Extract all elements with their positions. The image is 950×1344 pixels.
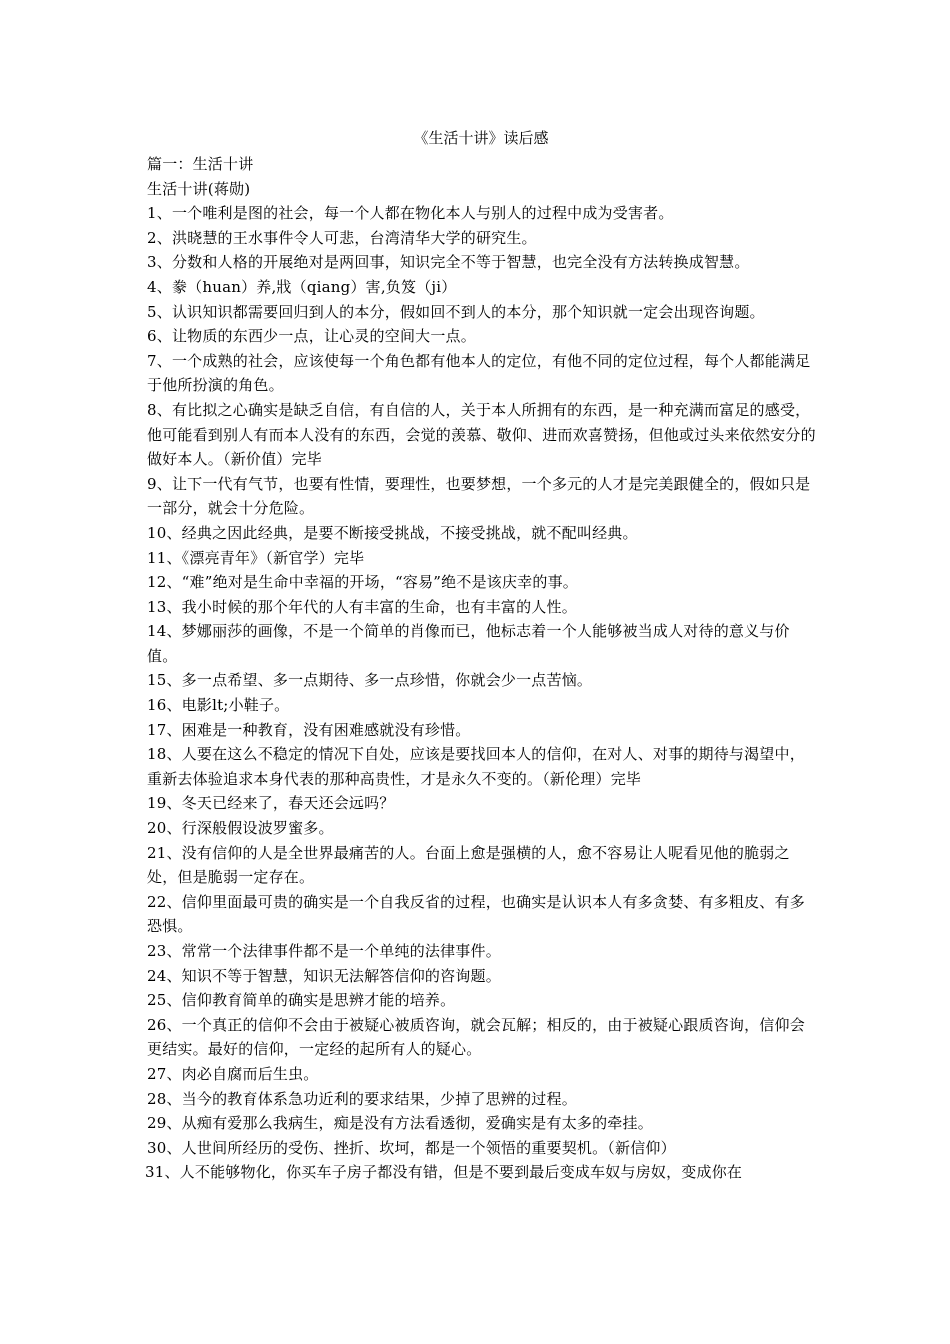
paragraph: 22、信仰里面最可贵的确实是一个自我反省的过程，也确实是认识本人有多贪婪、有多粗皮、有多恐惧。 xyxy=(147,892,805,936)
paragraph: 1、一个唯利是图的社会，每一个人都在物化本人与别人的过程中成为受害者。 xyxy=(147,204,674,223)
paragraph: 3、分数和人格的开展绝对是两回事，知识完全不等于智慧，也完全没有方法转换成智慧。 xyxy=(147,253,750,272)
paragraph: 7、一个成熟的社会，应该使每一个角色都有他本人的定位，有他不同的定位过程，每个人都能满足于他所扮演的角色。 xyxy=(147,351,811,395)
paragraph: 19、冬天已经来了，春天还会远吗？ xyxy=(147,794,395,813)
paragraph: 16、电影lt;小鞋子。 xyxy=(147,696,290,715)
paragraph: 31、人不能够物化，你买车子房子都没有错，但是不要到最后变成车奴与房奴，变成你在 xyxy=(145,1163,743,1182)
paragraph: 5、认识知识都需要回归到人的本分，假如回不到人的本分，那个知识就一定会出现咨询题。 xyxy=(147,302,765,321)
paragraph: 9、让下一代有气节，也要有性情，要理性，也要梦想，一个多元的人才是完美跟健全的，假如只是一部分，就会十分危险。 xyxy=(147,474,811,518)
paragraph: 30、人世间所经历的受伤、挫折、坎坷，都是一个领悟的重要契机。（新信仰） xyxy=(147,1138,676,1157)
document-title: 《生活十讲》读后感 xyxy=(413,129,549,147)
paragraph: 25、信仰教育简单的确实是思辨才能的培养。 xyxy=(147,991,456,1010)
paragraph: 6、让物质的东西少一点，让心灵的空间大一点。 xyxy=(147,327,476,346)
paragraph: 20、行深般假设波罗蜜多。 xyxy=(147,819,334,838)
paragraph: 24、知识不等于智慧，知识无法解答信仰的咨询题。 xyxy=(147,966,501,985)
paragraph: 生活十讲(蒋勋) xyxy=(147,179,251,198)
paragraph: 29、从痴有爱那么我病生，痴是没有方法看透彻，爱确实是有太多的牵挂。 xyxy=(147,1114,653,1133)
paragraph: 11、《漂亮青年》（新官学）完毕 xyxy=(147,548,365,567)
paragraph: 27、肉必自腐而后生虫。 xyxy=(147,1064,319,1083)
document-page xyxy=(145,126,817,1185)
paragraph: 8、有比拟之心确实是缺乏自信，有自信的人，关于本人所拥有的东西，是一种充满而富足的感受，他可能看到别人有而本人没有的东西，会觉的羡慕、敬仰、进而欢喜赞扬，但他或过头来依然安分的做好本人。（新价值）完毕 xyxy=(147,400,816,469)
paragraph: 13、我小时候的那个年代的人有丰富的生命，也有丰富的人性。 xyxy=(147,597,577,616)
paragraph: 4、豢（huan）养,戕（qiang）害,负笈（ji） xyxy=(147,277,457,296)
document-body xyxy=(145,152,817,1185)
paragraph: 2、洪晓慧的王水事件令人可悲，台湾清华大学的研究生。 xyxy=(147,228,537,247)
paragraph: 17、困难是一种教育，没有困难感就没有珍惜。 xyxy=(147,720,471,739)
paragraph: 18、人要在这么不稳定的情况下自处，应该是要找回本人的信仰，在对人、对事的期待与渴望中，重新去体验追求本身代表的那种高贵性，才是永久不变的。（新伦理）完毕 xyxy=(147,745,805,788)
paragraph: 10、经典之因此经典，是要不断接受挑战，不接受挑战，就不配叫经典。 xyxy=(147,523,638,542)
paragraph: 14、梦娜丽莎的画像，不是一个简单的肖像而已，他标志着一个人能够被当成人对待的意义与价值。 xyxy=(147,622,790,665)
paragraph: 26、一个真正的信仰不会由于被疑心被质咨询，就会瓦解；相反的，由于被疑心跟质咨询，信仰会更结实。最好的信仰，一定经的起所有人的疑心。 xyxy=(147,1015,805,1059)
paragraph: 12、“难”绝对是生命中幸福的开场，“容易”绝不是该庆幸的事。 xyxy=(147,573,578,592)
paragraph: 23、常常一个法律事件都不是一个单纯的法律事件。 xyxy=(147,942,501,960)
paragraph: 21、没有信仰的人是全世界最痛苦的人。台面上愈是强横的人，愈不容易让人呢看见他的脆弱之处，但是脆弱一定存在。 xyxy=(147,843,790,887)
paragraph: 篇一：生活十讲 xyxy=(147,155,254,173)
paragraph: 15、多一点希望、多一点期待、多一点珍惜，你就会少一点苦恼。 xyxy=(147,671,593,690)
paragraph: 28、当今的教育体系急功近利的要求结果，少掉了思辨的过程。 xyxy=(147,1089,577,1108)
